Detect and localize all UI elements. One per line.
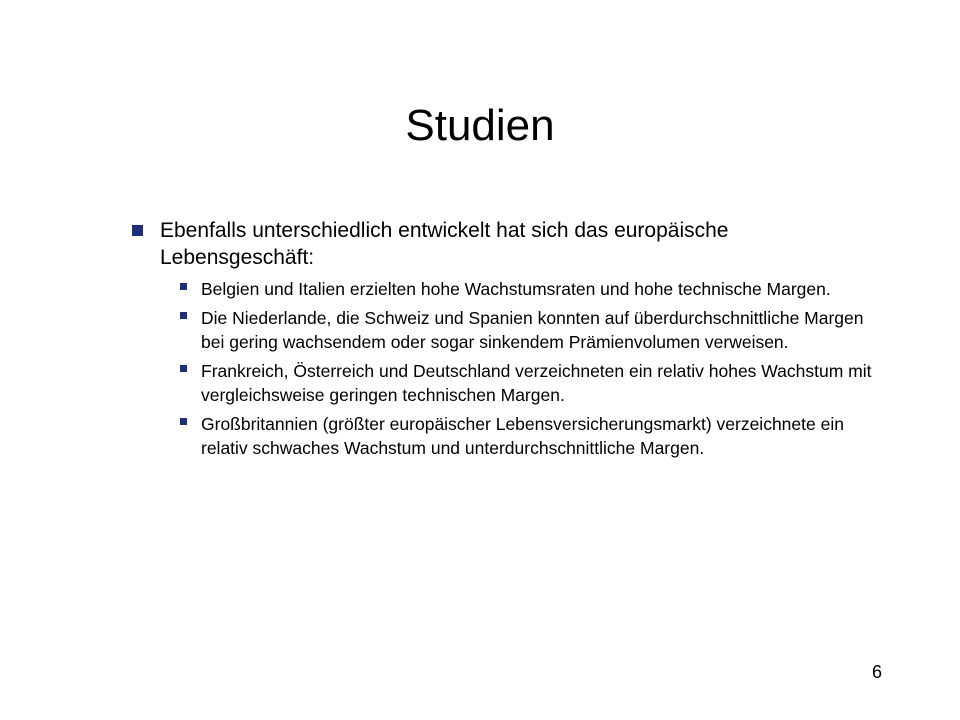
sub-bullet-text: Frankreich, Österreich und Deutschland verzeichneten ein relativ hohes Wachstum mit vergleichsweise geringen technischen Margen. bbox=[201, 361, 872, 405]
main-bullet-item bbox=[132, 217, 832, 271]
square-bullet-icon bbox=[180, 312, 187, 319]
sub-bullet-text: Großbritannien (größter europäischer Lebensversicherungsmarkt) verzeichnete ein relativ schwaches Wachstum und unterdurchschnittliche Margen. bbox=[201, 414, 844, 458]
sub-bullet-list bbox=[180, 277, 880, 465]
sub-bullet-text: Die Niederlande, die Schweiz und Spanien konnten auf überdurchschnittliche Margen bei gering wachsendem oder sogar sinkendem Prämienvolumen verweisen. bbox=[201, 308, 864, 352]
page-number: 6 bbox=[871, 662, 882, 682]
square-bullet-icon bbox=[180, 418, 187, 425]
slide-title: Studien bbox=[405, 101, 555, 150]
square-bullet-icon bbox=[132, 225, 143, 236]
sub-bullet-item bbox=[180, 277, 880, 301]
sub-bullet-item bbox=[180, 412, 880, 460]
sub-bullet-text: Belgien und Italien erzielten hohe Wachstumsraten und hohe technische Margen. bbox=[201, 279, 831, 299]
sub-bullet-item bbox=[180, 306, 880, 354]
square-bullet-icon bbox=[180, 365, 187, 372]
square-bullet-icon bbox=[180, 283, 187, 290]
sub-bullet-item bbox=[180, 359, 880, 407]
main-bullet-text: Ebenfalls unterschiedlich entwickelt hat sich das europäische Lebensgeschäft: bbox=[160, 219, 729, 269]
